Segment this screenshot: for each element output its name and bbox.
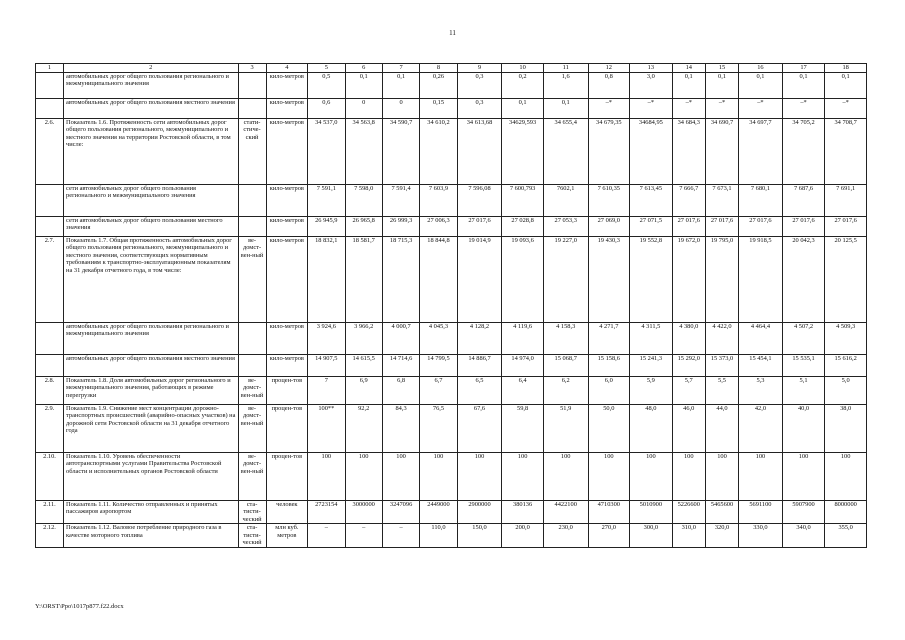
value-cell: –* (630, 99, 673, 119)
value-cell: 4 507,2 (782, 323, 825, 355)
value-cell: 44,0 (705, 405, 738, 453)
value-cell: 15 535,1 (782, 355, 825, 377)
value-cell: 7 598,0 (345, 185, 382, 217)
value-cell: 230,0 (543, 524, 588, 548)
indicator-name-cell: автомобильных дорог общего пользования местного значения (64, 355, 239, 377)
value-cell: 50,0 (588, 405, 630, 453)
value-cell: 18 844,8 (420, 237, 457, 323)
value-cell: 19 672,0 (672, 237, 705, 323)
value-cell: 7 673,1 (705, 185, 738, 217)
value-cell: 34 655,4 (543, 119, 588, 185)
indicator-name-cell: Показатель 1.10. Уровень обеспеченности автотранспортными услугами Правительства Ростовской области и исполнительных органов Ростовской области (64, 453, 239, 501)
value-cell: 100 (782, 453, 825, 501)
value-cell: 320,0 (705, 524, 738, 548)
value-cell: 4 000,7 (382, 323, 419, 355)
row-number-cell: 2.10. (36, 453, 64, 501)
value-cell: 0,1 (782, 73, 825, 99)
data-source-cell: ве-домст-вен-ный (238, 405, 266, 453)
value-cell: 15 158,6 (588, 355, 630, 377)
value-cell: 27 071,5 (630, 217, 673, 237)
value-cell: 14 714,6 (382, 355, 419, 377)
value-cell: 200,0 (502, 524, 544, 548)
value-cell: 0,1 (382, 73, 419, 99)
value-cell: 3000000 (345, 501, 382, 524)
value-cell: 27 017,6 (739, 217, 783, 237)
data-source-cell: ста-тисти-ческий (238, 524, 266, 548)
value-cell: 0,3 (457, 99, 502, 119)
value-cell: 14 799,5 (420, 355, 457, 377)
value-cell: 0,3 (457, 73, 502, 99)
value-cell: 330,0 (739, 524, 783, 548)
unit-cell: процен-тов (266, 453, 308, 501)
unit-cell: кило-метров (266, 217, 308, 237)
value-cell: 15 616,2 (825, 355, 867, 377)
table-row (36, 524, 867, 548)
value-cell: 0,1 (825, 73, 867, 99)
value-cell: – (382, 524, 419, 548)
value-cell: 100 (672, 453, 705, 501)
value-cell: 5,3 (739, 377, 783, 405)
value-cell: 5010900 (630, 501, 673, 524)
value-cell: 76,5 (420, 405, 457, 453)
row-number-cell: 2.12. (36, 524, 64, 548)
value-cell: 4 311,5 (630, 323, 673, 355)
unit-cell: кило-метров (266, 237, 308, 323)
unit-cell: кило-метров (266, 185, 308, 217)
indicators-table (35, 63, 867, 548)
value-cell: 26 945,9 (308, 217, 345, 237)
table-row (36, 73, 867, 99)
unit-cell: процен-тов (266, 405, 308, 453)
value-cell: 34629,593 (502, 119, 544, 185)
data-source-cell: ста-тисти-ческий (238, 501, 266, 524)
value-cell: 4422100 (543, 501, 588, 524)
value-cell: 2449000 (420, 501, 457, 524)
value-cell: –* (739, 99, 783, 119)
unit-cell: кило-метров (266, 119, 308, 185)
value-cell: 19 552,8 (630, 237, 673, 323)
unit-cell: млн куб. метров (266, 524, 308, 548)
value-cell: 5,7 (672, 377, 705, 405)
value-cell: –* (588, 99, 630, 119)
header-cell: 18 (825, 64, 867, 73)
value-cell: 27 017,6 (705, 217, 738, 237)
value-cell: 15 454,1 (739, 355, 783, 377)
table-row (36, 405, 867, 453)
value-cell: 42,0 (739, 405, 783, 453)
value-cell: 100 (502, 453, 544, 501)
unit-cell: человек (266, 501, 308, 524)
header-cell: 1 (36, 64, 64, 73)
value-cell: 5,1 (782, 377, 825, 405)
value-cell: 7 591,1 (308, 185, 345, 217)
unit-cell: процен-тов (266, 377, 308, 405)
value-cell: 34 537,0 (308, 119, 345, 185)
indicator-name-cell: Показатель 1.6. Протяженность сети автомобильных дорог общего пользования регионального, межмуниципального и местного значения на территории Ростовской области, в том числе: (64, 119, 239, 185)
value-cell: 27 069,0 (588, 217, 630, 237)
unit-cell: кило-метров (266, 323, 308, 355)
row-number-cell (36, 185, 64, 217)
header-cell: 3 (238, 64, 266, 73)
value-cell: 7 610,35 (588, 185, 630, 217)
value-cell: 26 999,3 (382, 217, 419, 237)
indicator-name-cell: Показатель 1.12. Валовое потребление природного газа в качестве моторного топлива (64, 524, 239, 548)
value-cell: 34 610,2 (420, 119, 457, 185)
data-source-cell (238, 99, 266, 119)
value-cell: 14 886,7 (457, 355, 502, 377)
value-cell: 15 068,7 (543, 355, 588, 377)
header-cell: 14 (672, 64, 705, 73)
header-cell: 5 (308, 64, 345, 73)
unit-cell: кило-метров (266, 73, 308, 99)
indicator-name-cell: сети автомобильных дорог общего пользования регионального и межмуниципального значения (64, 185, 239, 217)
header-cell: 4 (266, 64, 308, 73)
value-cell: 3247096 (382, 501, 419, 524)
value-cell: 340,0 (782, 524, 825, 548)
data-source-cell (238, 73, 266, 99)
value-cell: 27 028,8 (502, 217, 544, 237)
data-source-cell: ве-домст-вен-ный (238, 377, 266, 405)
value-cell: 100 (825, 453, 867, 501)
table-row (36, 237, 867, 323)
value-cell: 20 042,3 (782, 237, 825, 323)
indicator-name-cell: Показатель 1.9. Снижение мест концентрации дорожно-транспортных происшествий (аварийно-опасных участков) на дорожной сети Ростовской области на 31 декабря отчетного года (64, 405, 239, 453)
value-cell: 7 596,08 (457, 185, 502, 217)
data-source-cell (238, 185, 266, 217)
header-cell: 16 (739, 64, 783, 73)
row-number-cell (36, 73, 64, 99)
value-cell: 110,0 (420, 524, 457, 548)
value-cell: 19 014,9 (457, 237, 502, 323)
value-cell: 18 581,7 (345, 237, 382, 323)
value-cell: 0,15 (420, 99, 457, 119)
value-cell: 3 966,2 (345, 323, 382, 355)
value-cell: 300,0 (630, 524, 673, 548)
value-cell: 0,26 (420, 73, 457, 99)
value-cell: 15 241,3 (630, 355, 673, 377)
indicator-name-cell: Показатель 1.7. Общая протяженность автомобильных дорог общего пользования регионального, межмуниципального и местного значения, соответствующих нормативным требованиям к транспортно-эксплуатационным показателям на 31 декабря отчетного года, в том числе: (64, 237, 239, 323)
table-row (36, 323, 867, 355)
value-cell: 34 708,7 (825, 119, 867, 185)
value-cell: 0,2 (502, 73, 544, 99)
value-cell: 34 613,68 (457, 119, 502, 185)
value-cell: 0 (382, 99, 419, 119)
value-cell: 100 (588, 453, 630, 501)
value-cell: 18 832,1 (308, 237, 345, 323)
value-cell: 14 907,5 (308, 355, 345, 377)
value-cell: 0,1 (705, 73, 738, 99)
table-row (36, 355, 867, 377)
value-cell: 34684,95 (630, 119, 673, 185)
value-cell: 5,9 (630, 377, 673, 405)
value-cell: 34 679,35 (588, 119, 630, 185)
header-cell: 9 (457, 64, 502, 73)
value-cell: 4 271,7 (588, 323, 630, 355)
value-cell: 5691100 (739, 501, 783, 524)
row-number-cell: 2.6. (36, 119, 64, 185)
value-cell: 19 227,0 (543, 237, 588, 323)
value-cell: 380136 (502, 501, 544, 524)
header-cell: 12 (588, 64, 630, 73)
value-cell: 6,4 (502, 377, 544, 405)
value-cell: 7 666,7 (672, 185, 705, 217)
value-cell: 100 (739, 453, 783, 501)
value-cell: 19 430,3 (588, 237, 630, 323)
indicator-name-cell: сети автомобильных дорог общего пользования местного значения (64, 217, 239, 237)
value-cell: 92,2 (345, 405, 382, 453)
value-cell: 7602,1 (543, 185, 588, 217)
header-cell: 7 (382, 64, 419, 73)
unit-cell: кило-метров (266, 99, 308, 119)
value-cell: 27 006,3 (420, 217, 457, 237)
value-cell: 48,0 (630, 405, 673, 453)
value-cell: 19 795,0 (705, 237, 738, 323)
data-source-cell (238, 217, 266, 237)
value-cell: 20 125,5 (825, 237, 867, 323)
value-cell: 67,6 (457, 405, 502, 453)
value-cell: 4 128,2 (457, 323, 502, 355)
file-path-footer: Y:\ORST\Ppo\1017p877.f22.docx (35, 603, 124, 610)
value-cell: 8000000 (825, 501, 867, 524)
value-cell: 0,1 (502, 99, 544, 119)
table-row (36, 453, 867, 501)
value-cell: 100 (345, 453, 382, 501)
value-cell: 355,0 (825, 524, 867, 548)
header-cell: 10 (502, 64, 544, 73)
value-cell: 100 (630, 453, 673, 501)
header-cell: 17 (782, 64, 825, 73)
indicator-name-cell: автомобильных дорог общего пользования регионального и межмуниципального значения (64, 323, 239, 355)
header-cell: 2 (64, 64, 239, 73)
value-cell: – (345, 524, 382, 548)
value-cell: 100 (543, 453, 588, 501)
value-cell: 5907900 (782, 501, 825, 524)
value-cell: 14 615,5 (345, 355, 382, 377)
value-cell: 7 591,4 (382, 185, 419, 217)
value-cell: 7 687,6 (782, 185, 825, 217)
indicator-name-cell: Показатель 1.8. Доля автомобильных дорог регионального и межмуниципального значения, работающих в режиме перегрузки (64, 377, 239, 405)
value-cell: 6,9 (345, 377, 382, 405)
value-cell: 150,0 (457, 524, 502, 548)
value-cell: 0 (345, 99, 382, 119)
value-cell: 0,6 (308, 99, 345, 119)
value-cell: 14 974,0 (502, 355, 544, 377)
header-cell: 13 (630, 64, 673, 73)
value-cell: 100 (420, 453, 457, 501)
value-cell: 4 464,4 (739, 323, 783, 355)
row-number-cell (36, 355, 64, 377)
data-source-cell (238, 323, 266, 355)
table-row (36, 99, 867, 119)
indicator-name-cell: Показатель 1.11. Количество отправленных и принятых пассажиров аэропортом (64, 501, 239, 524)
indicator-name-cell: автомобильных дорог общего пользования местного значения (64, 99, 239, 119)
value-cell: 0,5 (308, 73, 345, 99)
value-cell: 38,0 (825, 405, 867, 453)
value-cell: 100 (457, 453, 502, 501)
value-cell: 0,8 (588, 73, 630, 99)
row-number-cell: 2.7. (36, 237, 64, 323)
value-cell: – (308, 524, 345, 548)
value-cell: 5,5 (705, 377, 738, 405)
table-row (36, 501, 867, 524)
value-cell: 5465600 (705, 501, 738, 524)
value-cell: 51,9 (543, 405, 588, 453)
value-cell: 19 093,6 (502, 237, 544, 323)
value-cell: 4 119,6 (502, 323, 544, 355)
page-number: 11 (449, 29, 456, 37)
value-cell: 5,0 (825, 377, 867, 405)
data-source-cell: ве-домст-вен-ный (238, 237, 266, 323)
value-cell: 3 924,6 (308, 323, 345, 355)
value-cell: 100 (308, 453, 345, 501)
value-cell: 34 690,7 (705, 119, 738, 185)
value-cell: 27 017,6 (457, 217, 502, 237)
value-cell: 4 158,3 (543, 323, 588, 355)
value-cell: 100 (382, 453, 419, 501)
value-cell: 6,2 (543, 377, 588, 405)
value-cell: 310,0 (672, 524, 705, 548)
value-cell: 7 600,793 (502, 185, 544, 217)
header-cell: 15 (705, 64, 738, 73)
value-cell: 84,3 (382, 405, 419, 453)
value-cell: 0,1 (345, 73, 382, 99)
value-cell: 18 715,3 (382, 237, 419, 323)
value-cell: 5226600 (672, 501, 705, 524)
value-cell: 4 045,3 (420, 323, 457, 355)
table-row (36, 217, 867, 237)
value-cell: 6,0 (588, 377, 630, 405)
value-cell: 34 684,3 (672, 119, 705, 185)
value-cell: 6,7 (420, 377, 457, 405)
value-cell: 4 380,0 (672, 323, 705, 355)
value-cell: 7 691,1 (825, 185, 867, 217)
value-cell: –* (672, 99, 705, 119)
row-number-cell (36, 323, 64, 355)
value-cell: –* (825, 99, 867, 119)
row-number-cell: 2.11. (36, 501, 64, 524)
value-cell: 270,0 (588, 524, 630, 548)
value-cell: 3,0 (630, 73, 673, 99)
header-cell: 11 (543, 64, 588, 73)
row-number-cell (36, 217, 64, 237)
value-cell: 0,1 (672, 73, 705, 99)
value-cell: 0,1 (739, 73, 783, 99)
header-cell: 6 (345, 64, 382, 73)
value-cell: 7 613,45 (630, 185, 673, 217)
data-source-cell (238, 355, 266, 377)
value-cell: 27 053,3 (543, 217, 588, 237)
value-cell: 34 705,2 (782, 119, 825, 185)
value-cell: –* (782, 99, 825, 119)
value-cell: 7 (308, 377, 345, 405)
value-cell: 100 (705, 453, 738, 501)
value-cell: 100** (308, 405, 345, 453)
table-row (36, 185, 867, 217)
value-cell: 4 509,3 (825, 323, 867, 355)
value-cell: 7 680,1 (739, 185, 783, 217)
value-cell: 34 563,8 (345, 119, 382, 185)
row-number-cell (36, 99, 64, 119)
table-row (36, 119, 867, 185)
value-cell: 27 017,6 (782, 217, 825, 237)
table-row (36, 377, 867, 405)
header-cell: 8 (420, 64, 457, 73)
value-cell: 34 697,7 (739, 119, 783, 185)
value-cell: 26 965,8 (345, 217, 382, 237)
value-cell: –* (705, 99, 738, 119)
data-source-cell: ве-домст-вен-ный (238, 453, 266, 501)
row-number-cell: 2.8. (36, 377, 64, 405)
value-cell: 15 373,0 (705, 355, 738, 377)
value-cell: 0,1 (543, 99, 588, 119)
value-cell: 6,5 (457, 377, 502, 405)
row-number-cell: 2.9. (36, 405, 64, 453)
value-cell: 27 017,6 (672, 217, 705, 237)
value-cell: 4 422,0 (705, 323, 738, 355)
unit-cell: кило-метров (266, 355, 308, 377)
indicator-name-cell: автомобильных дорог общего пользования регионального и межмуниципального значения (64, 73, 239, 99)
value-cell: 40,0 (782, 405, 825, 453)
value-cell: 15 292,0 (672, 355, 705, 377)
header-row (36, 64, 867, 73)
value-cell: 34 590,7 (382, 119, 419, 185)
value-cell: 2900000 (457, 501, 502, 524)
value-cell: 7 603,9 (420, 185, 457, 217)
value-cell: 4710300 (588, 501, 630, 524)
value-cell: 2723154 (308, 501, 345, 524)
value-cell: 6,8 (382, 377, 419, 405)
value-cell: 59,8 (502, 405, 544, 453)
value-cell: 19 918,5 (739, 237, 783, 323)
value-cell: 1,6 (543, 73, 588, 99)
data-source-cell: стати-стиче-ский (238, 119, 266, 185)
value-cell: 27 017,6 (825, 217, 867, 237)
value-cell: 46,0 (672, 405, 705, 453)
